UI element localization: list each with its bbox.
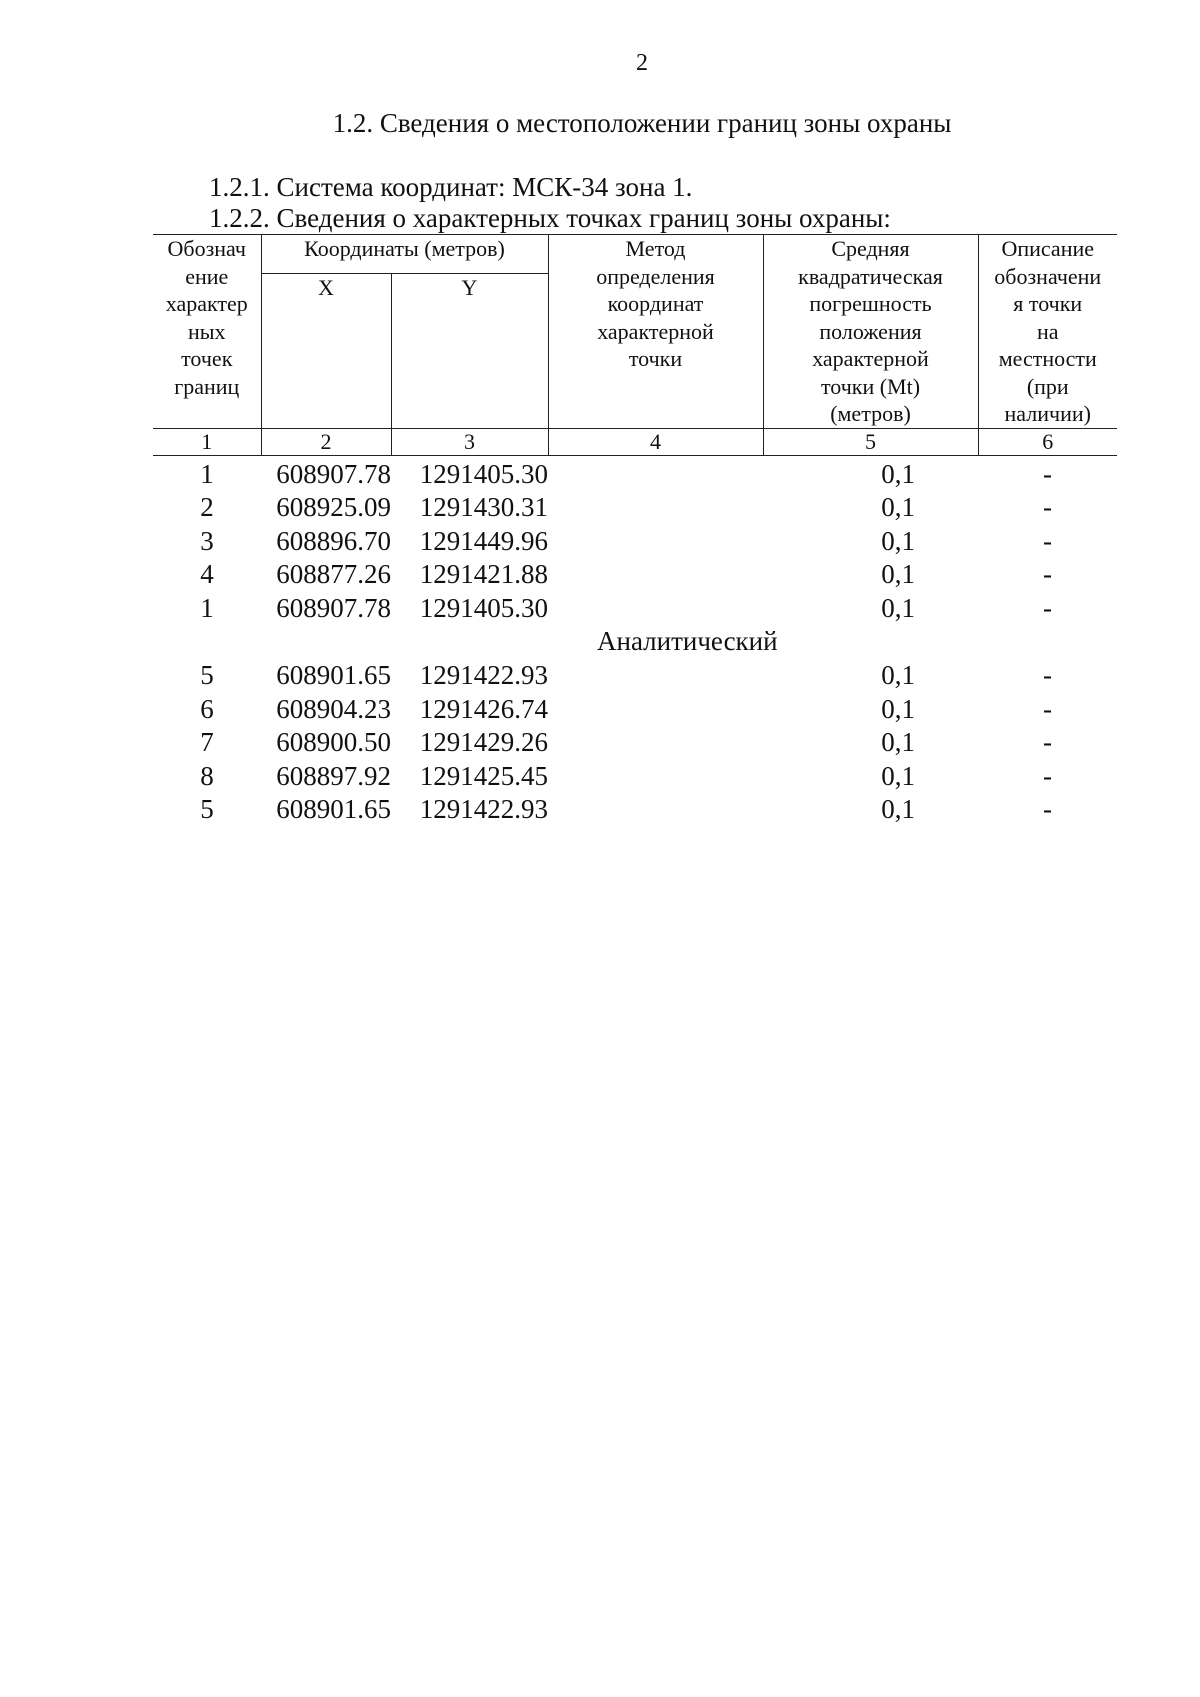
- method-cell: [548, 760, 763, 794]
- x-coordinate: 608897.92: [276, 760, 391, 791]
- point-description: -: [1043, 660, 1052, 691]
- point-number: 8: [200, 760, 214, 791]
- column-number: 5: [763, 428, 978, 455]
- table-row: [153, 491, 1117, 525]
- header-coordinates-group: Координаты (метров): [261, 235, 548, 274]
- y-coordinate: 1291405.30: [419, 592, 548, 623]
- y-coordinate: 1291449.96: [419, 525, 548, 556]
- table-row: [153, 659, 1117, 693]
- point-number: 2: [200, 492, 214, 523]
- point-description: -: [1043, 760, 1052, 791]
- header-method: Метод определения координат характерной точки: [548, 235, 763, 429]
- x-coordinate: 608904.23: [276, 693, 391, 724]
- y-coordinate: 1291422.93: [419, 660, 548, 691]
- method-cell: [548, 455, 763, 491]
- page-number: 2: [636, 50, 648, 76]
- mean-square-error: 0,1: [881, 760, 915, 791]
- point-number: 4: [200, 559, 214, 590]
- x-coordinate: 608907.78: [276, 458, 391, 489]
- points-table-title: 1.2.2. Сведения о характерных точках границ зоны охраны:: [209, 203, 891, 233]
- mean-square-error: 0,1: [881, 559, 915, 590]
- y-coordinate: 1291426.74: [419, 693, 548, 724]
- point-description: -: [1043, 559, 1052, 590]
- column-number: 4: [548, 428, 763, 455]
- table-row: [153, 693, 1117, 727]
- point-number: 5: [200, 660, 214, 691]
- header-mean-square-error: Средняя квадратическая погрешность положения характерной точки (Mt) (метров): [763, 235, 978, 429]
- column-number: 1: [153, 428, 261, 455]
- point-description: -: [1043, 592, 1052, 623]
- header-point-designation: Обознач ение характер ных точек границ: [153, 235, 261, 429]
- point-number: 3: [200, 525, 214, 556]
- point-description: -: [1043, 492, 1052, 523]
- method-cell: [548, 793, 763, 827]
- point-number: 5: [200, 794, 214, 825]
- method-cell: [548, 592, 763, 626]
- method-cell: [548, 726, 763, 760]
- method-cell: [548, 558, 763, 592]
- table-row: [153, 558, 1117, 592]
- y-coordinate: 1291430.31: [419, 492, 548, 523]
- point-number: 1: [200, 458, 214, 489]
- table-row: [153, 793, 1117, 827]
- mean-square-error: 0,1: [881, 492, 915, 523]
- x-coordinate: 608901.65: [276, 660, 391, 691]
- boundary-points-table: [153, 234, 1117, 827]
- column-number: 3: [391, 428, 548, 455]
- method-value: Аналитический: [597, 626, 778, 657]
- table-row: [153, 525, 1117, 559]
- x-coordinate: 608877.26: [276, 559, 391, 590]
- table-row: [153, 760, 1117, 794]
- mean-square-error: 0,1: [881, 592, 915, 623]
- table-row: [153, 455, 1117, 491]
- y-coordinate: 1291429.26: [419, 727, 548, 758]
- header-point-description: Описание обозначени я точки на местности (при наличии): [978, 235, 1117, 429]
- mean-square-error: 0,1: [881, 727, 915, 758]
- column-numbers-row: [153, 428, 1117, 455]
- point-description: -: [1043, 727, 1052, 758]
- x-coordinate: 608896.70: [276, 525, 391, 556]
- table-row: [153, 592, 1117, 626]
- mean-square-error: 0,1: [881, 525, 915, 556]
- coordinate-system-line: 1.2.1. Система координат: МСК-34 зона 1.: [209, 172, 693, 202]
- y-coordinate: 1291405.30: [419, 458, 548, 489]
- table-row: [153, 726, 1117, 760]
- mean-square-error: 0,1: [881, 693, 915, 724]
- x-coordinate: 608900.50: [276, 727, 391, 758]
- point-description: -: [1043, 794, 1052, 825]
- point-description: -: [1043, 458, 1052, 489]
- column-number: 6: [978, 428, 1117, 455]
- point-description: -: [1043, 525, 1052, 556]
- method-cell: [548, 693, 763, 727]
- y-coordinate: 1291422.93: [419, 794, 548, 825]
- method-cell: [548, 525, 763, 559]
- method-cell: [548, 659, 763, 693]
- section-heading: 1.2. Сведения о местоположении границ зоны охраны: [332, 108, 952, 138]
- point-number: 7: [200, 727, 214, 758]
- column-number: 2: [261, 428, 391, 455]
- header-x: X: [261, 273, 391, 428]
- x-coordinate: 608907.78: [276, 592, 391, 623]
- method-row: [153, 625, 1117, 659]
- point-number: 1: [200, 592, 214, 623]
- point-description: -: [1043, 693, 1052, 724]
- y-coordinate: 1291425.45: [419, 760, 548, 791]
- header-y: Y: [391, 273, 548, 428]
- x-coordinate: 608925.09: [276, 492, 391, 523]
- x-coordinate: 608901.65: [276, 794, 391, 825]
- mean-square-error: 0,1: [881, 458, 915, 489]
- y-coordinate: 1291421.88: [419, 559, 548, 590]
- mean-square-error: 0,1: [881, 660, 915, 691]
- method-cell: [548, 491, 763, 525]
- mean-square-error: 0,1: [881, 794, 915, 825]
- point-number: 6: [200, 693, 214, 724]
